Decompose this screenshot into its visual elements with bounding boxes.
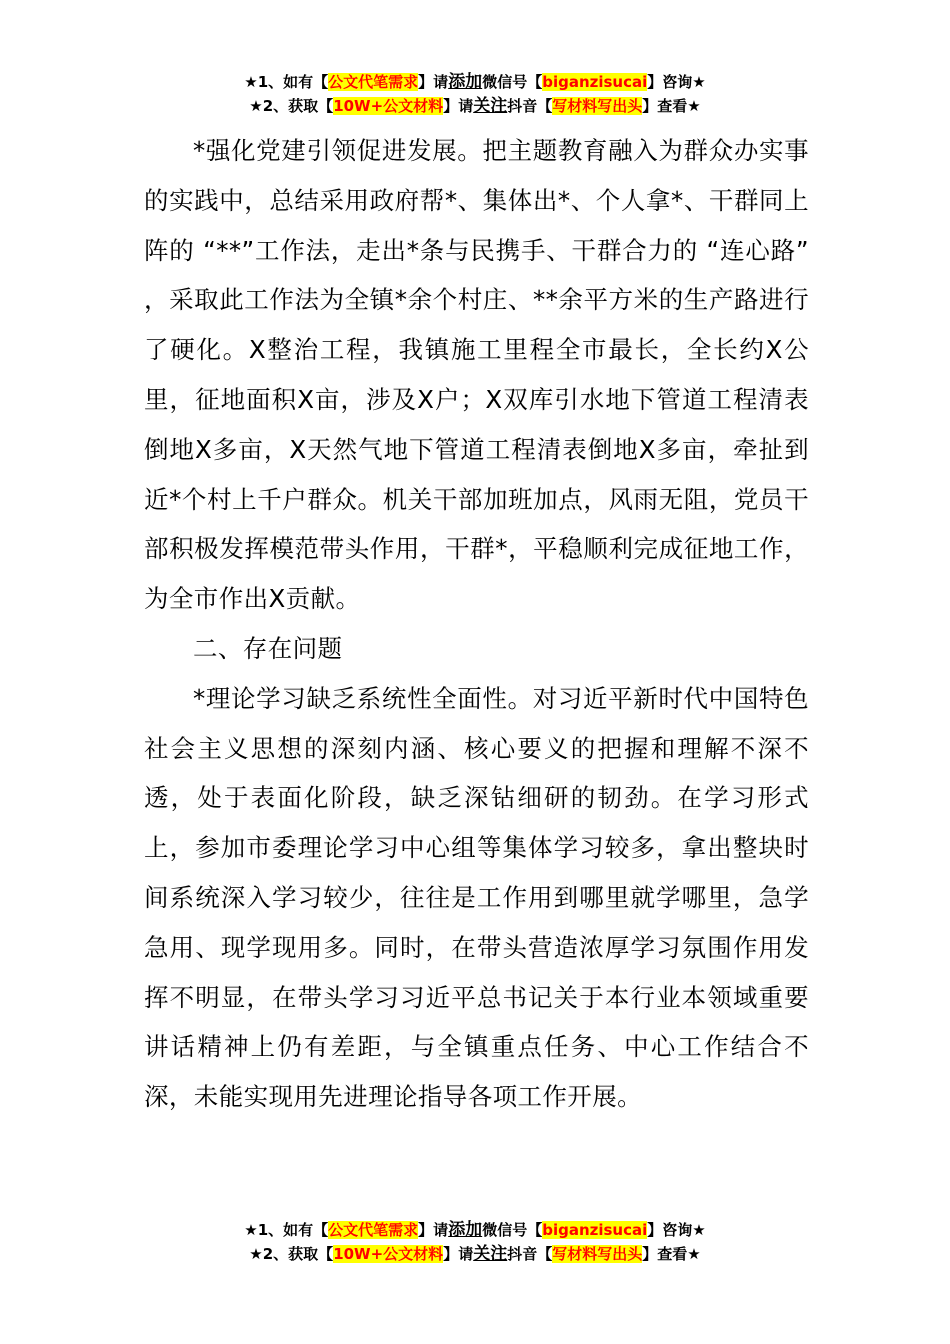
banner-text: 抖音【: [507, 97, 553, 115]
banner-underline: 关注: [473, 96, 508, 116]
banner-underline: 添加: [448, 1220, 483, 1240]
banner-text: 】查看★: [642, 1245, 701, 1263]
banner-wechat-id: biganzisucai: [542, 1221, 648, 1239]
banner-text: 】请: [443, 97, 474, 115]
banner-highlight: 10W+公文材料: [333, 97, 444, 115]
banner-underline: 添加: [448, 72, 483, 92]
document-body: [144, 126, 809, 1122]
banner-underline: 关注: [473, 1244, 508, 1264]
banner-text: 微信号【: [482, 1221, 543, 1239]
banner-highlight: 公文代笔需求: [328, 1221, 419, 1239]
banner-text: 微信号【: [482, 73, 543, 91]
banner-text: ★2、获取【: [249, 97, 334, 115]
paragraph-party-building: *强化党建引领促进发展。把主题教育融入为群众办实事的实践中，总结采用政府帮*、集体出*、个人拿*、干群同上阵的 “**”工作法，走出*条与民携手、干群合力的 “连心路” ，采取此工作法为全镇*余个村庄、**余平方米的生产路进行了硬化。X整治工程，我镇施工里程全市最长，全长约X公里，征地面积X亩，涉及X户；X双库引水地下管道工程清表倒地X多亩，X天然气地下管道工程清表倒地X多亩，牵扯到近*个村上千户群众。机关干部加班加点，风雨无阻，党员干部积极发挥模范带头作用，干群*，平稳顺利完成征地工作，为全市作出X贡献。: [144, 136, 809, 614]
header-ad-banner: [0, 70, 950, 118]
paragraph-theory-study: *理论学习缺乏系统性全面性。对习近平新时代中国特色社会主义思想的深刻内涵、核心要义的把握和理解不深不透，处于表面化阶段，缺乏深钻细研的韧劲。在学习形式上，参加市委理论学习中心组等集体学习较多，拿出整块时间系统深入学习较少，往往是工作用到哪里就学哪里，急学急用、现学现用多。同时，在带头营造浓厚学习氛围作用发挥不明显，在带头学习习近平总书记关于本行业本领域重要讲话精神上仍有差距，与全镇重点任务、中心工作结合不深，未能实现用先进理论指导各项工作开展。: [144, 683, 809, 1112]
banner-text: 抖音【: [507, 1245, 553, 1263]
banner-text: ★1、如有【: [244, 1221, 329, 1239]
banner-text: 】咨询★: [647, 73, 706, 91]
banner-text: 】咨询★: [647, 1221, 706, 1239]
banner-highlight: 公文代笔需求: [328, 73, 419, 91]
banner-line-1: [0, 1218, 950, 1242]
banner-text: ★2、获取【: [249, 1245, 334, 1263]
banner-douyin-id: 写材料写出头: [552, 97, 643, 115]
banner-text: 】查看★: [642, 97, 701, 115]
banner-highlight: 10W+公文材料: [333, 1245, 444, 1263]
banner-text: 】请: [443, 1245, 474, 1263]
banner-line-2: [0, 1242, 950, 1266]
banner-douyin-id: 写材料写出头: [552, 1245, 643, 1263]
banner-line-2: [0, 94, 950, 118]
banner-wechat-id: biganzisucai: [542, 73, 648, 91]
banner-text: 】请: [418, 1221, 449, 1239]
footer-ad-banner: [0, 1218, 950, 1266]
banner-text: 】请: [418, 73, 449, 91]
banner-text: ★1、如有【: [244, 73, 329, 91]
section-heading-problems: 二、存在问题: [193, 633, 343, 663]
banner-line-1: [0, 70, 950, 94]
